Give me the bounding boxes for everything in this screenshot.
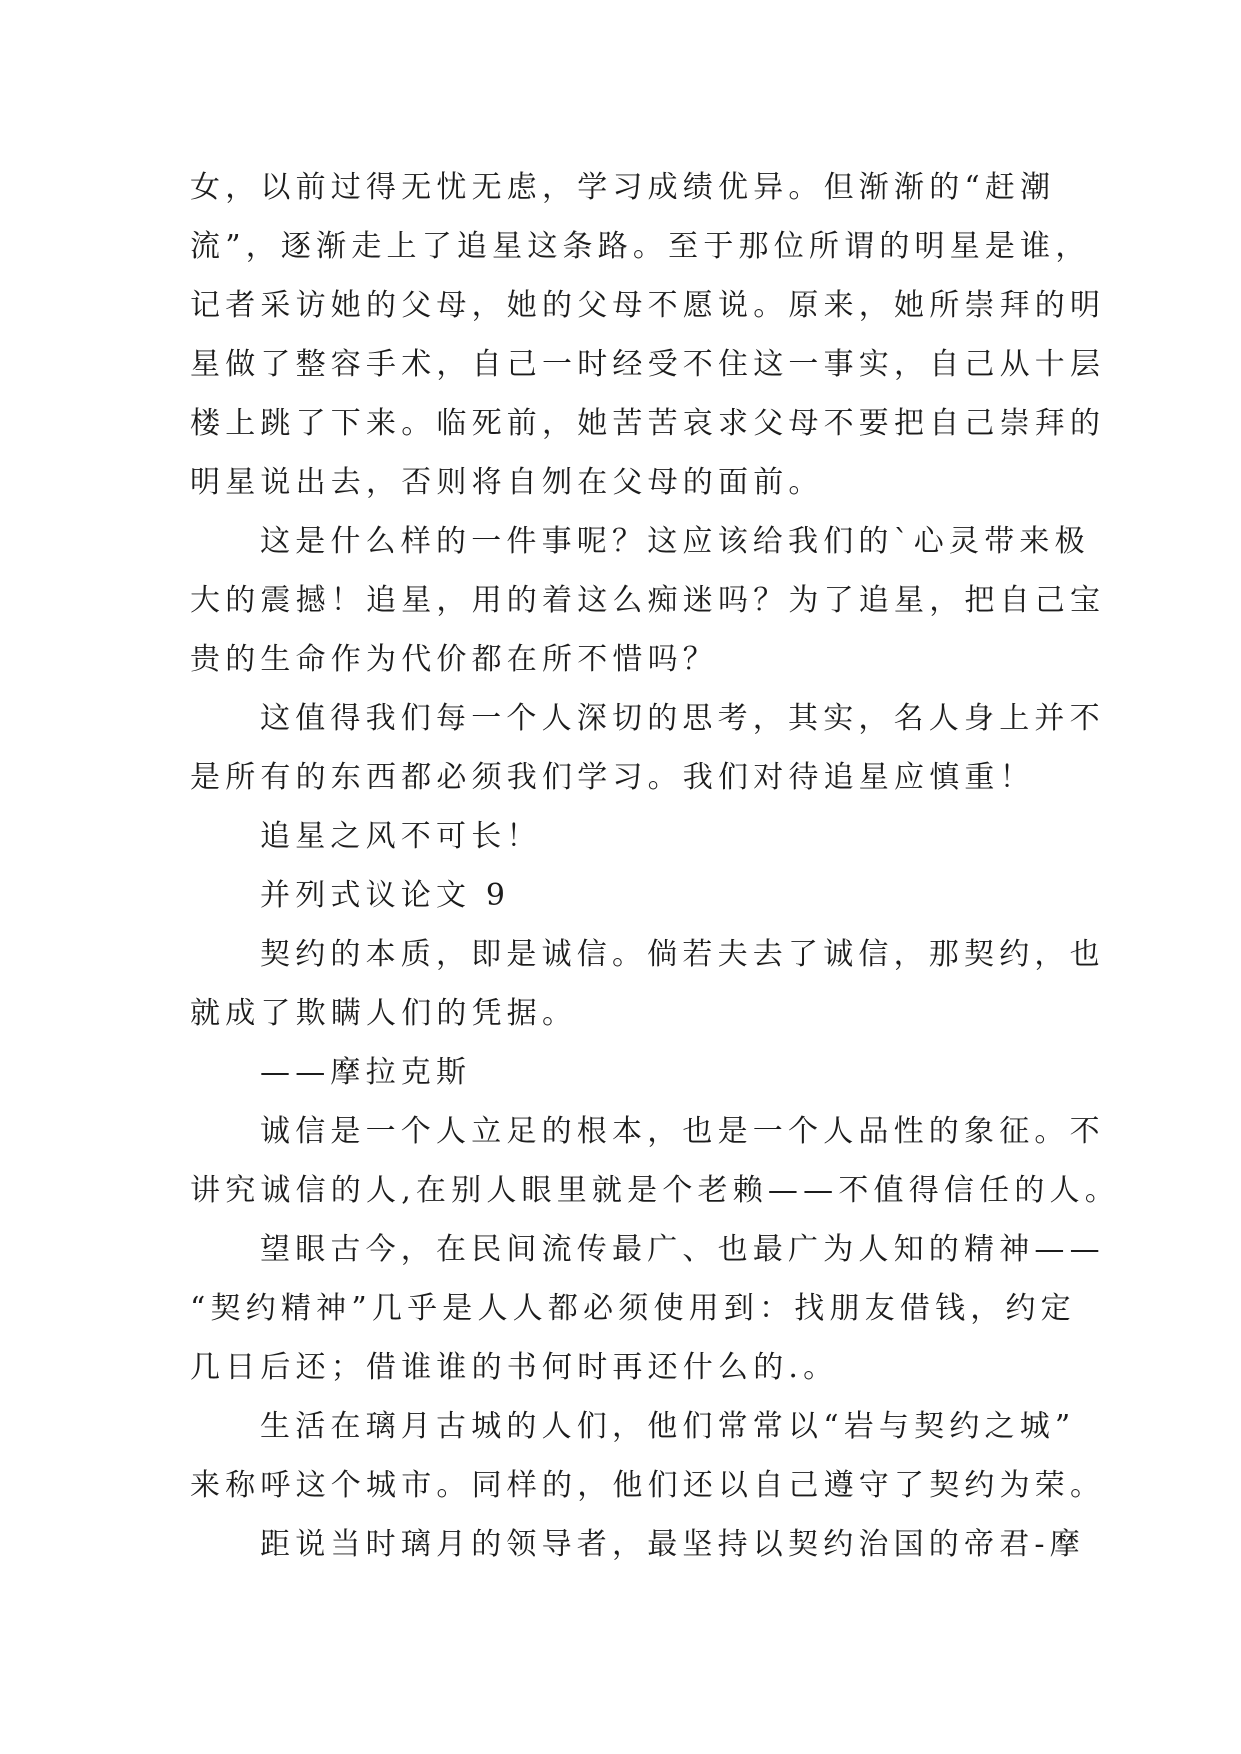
text-line: 女，以前过得无忧无虑，学习成绩优异。但渐渐的“赶潮 xyxy=(190,170,1056,205)
quote-text: 契约的本质，即是诚信。倘若夫去了诚信，那契约，也 xyxy=(260,937,1105,972)
text-line: 楼上跳了下来。临死前，她苦苦哀求父母不要把自己崇拜的 xyxy=(190,406,1106,441)
text-line: 讲究诚信的人,在别人眼里就是个老赖——不值得信任的人。 xyxy=(190,1173,1120,1208)
text-line: 几日后还；借谁谁的书何时再还什么的.。 xyxy=(190,1350,839,1385)
text-line: 流”，逐渐走上了追星这条路。至于那位所谓的明星是谁， xyxy=(190,229,1091,264)
quote-attribution: ——摩拉克斯 xyxy=(260,1055,472,1090)
paragraph-start: 诚信是一个人立足的根本，也是一个人品性的象征。不 xyxy=(260,1114,1105,1149)
paragraph-start: 距说当时璃月的领导者，最坚持以契约治国的帝君-摩 xyxy=(260,1527,1085,1562)
text-line: 来称呼这个城市。同样的，他们还以自己遵守了契约为荣。 xyxy=(190,1468,1106,1503)
text-line: 明星说出去，否则将自刎在父母的面前。 xyxy=(190,465,824,500)
paragraph-start: 这值得我们每一个人深切的思考，其实，名人身上并不 xyxy=(260,701,1105,736)
paragraph-start: 望眼古今，在民间流传最广、也最广为人知的精神—— xyxy=(260,1232,1105,1267)
quote-text: 就成了欺瞒人们的凭据。 xyxy=(190,996,578,1031)
body-text xyxy=(190,158,1120,1574)
paragraph-start: 追星之风不可长！ xyxy=(260,819,542,854)
section-heading: 并列式议论文 9 xyxy=(260,878,511,913)
text-line: 是所有的东西都必须我们学习。我们对待追星应慎重！ xyxy=(190,760,1035,795)
text-line: 大的震撼！追星，用的着这么痴迷吗？为了追星，把自己宝 xyxy=(190,583,1106,618)
text-line: 星做了整容手术，自己一时经受不住这一事实，自己从十层 xyxy=(190,347,1106,382)
text-line: 贵的生命作为代价都在所不惜吗？ xyxy=(190,642,718,677)
paragraph-start: 这是什么样的一件事呢？这应该给我们的`心灵带来极 xyxy=(260,524,1090,559)
text-line: “契约精神”几乎是人人都必须使用到：找朋友借钱，约定 xyxy=(190,1291,1076,1326)
paragraph-start: 生活在璃月古城的人们，他们常常以“岩与契约之城” xyxy=(260,1409,1076,1444)
text-line: 记者采访她的父母，她的父母不愿说。原来，她所崇拜的明 xyxy=(190,288,1106,323)
